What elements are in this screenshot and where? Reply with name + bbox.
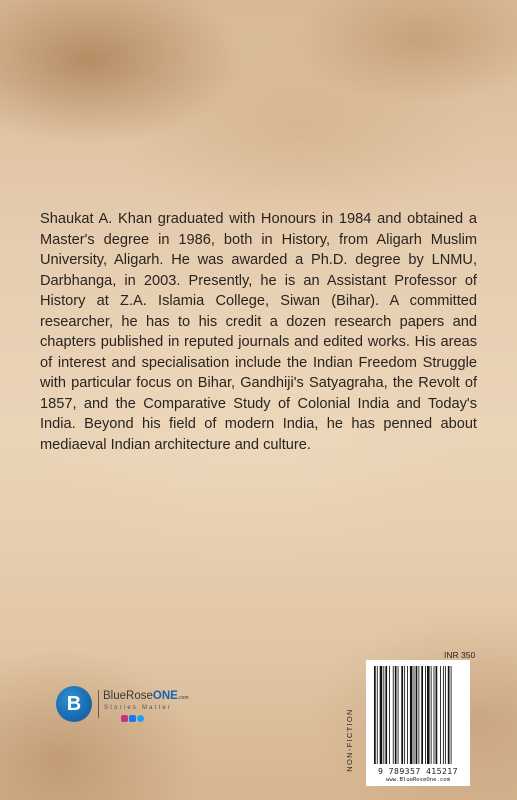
publisher-name-main: BlueRose xyxy=(103,690,153,702)
publisher-name-suffix: .com xyxy=(177,695,189,701)
publisher-website: www.BlueRoseOne.com xyxy=(386,777,450,783)
twitter-icon xyxy=(137,715,144,722)
instagram-icon xyxy=(121,715,128,722)
author-bio: Shaukat A. Khan graduated with Honours in 1984 and obtained a Master's degree in 1986, both in History, from Aligarh Muslim University, Aligarh. He was awarded a Ph.D. degree by LNMU, Darbhanga, in 2003. Presently, he is an Assistant Professor of History at Z.A. Islamia College, Siwan (Bihar). A committed researcher, he has to his credit a dozen research papers and chapters published in reputed journals and edited works. His areas of interest and specialisation include the Indian Freedom Struggle with particular focus on Bihar, Gandhiji's Satyagraha, the Revolt of 1857, and the Comparative Study of Colonial India and Today's India. Beyond his field of modern India, he has penned about mediaeval Indian architecture and culture. xyxy=(40,211,477,453)
publisher-name-accent: ONE xyxy=(152,690,178,702)
isbn-barcode xyxy=(366,660,470,786)
bluerose-logo-icon xyxy=(56,686,92,722)
publisher-name xyxy=(103,690,189,702)
facebook-icon xyxy=(129,715,136,722)
barcode-bars xyxy=(372,666,464,766)
social-icons xyxy=(121,715,144,722)
isbn-digits: 9 789357 415217 xyxy=(378,766,458,776)
publisher-tagline: Stories Matter xyxy=(104,705,173,711)
logo-letter: B xyxy=(66,692,82,715)
logo-divider xyxy=(98,690,99,718)
price-label: INR 350 xyxy=(444,650,476,660)
publisher-logo xyxy=(56,686,216,726)
